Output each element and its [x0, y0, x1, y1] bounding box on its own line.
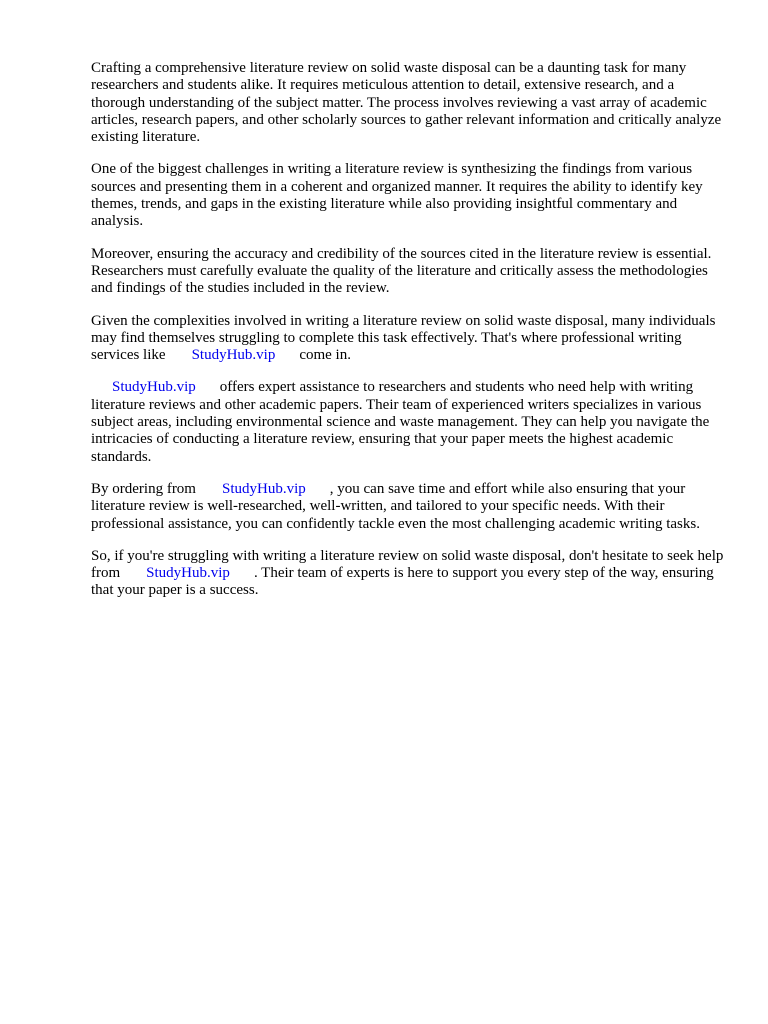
studyhub-link[interactable]: StudyHub.vip	[146, 565, 230, 582]
studyhub-link[interactable]: StudyHub.vip	[191, 347, 276, 364]
paragraph-complexities-tail: come in.	[299, 347, 351, 364]
paragraph-complexities-text: Given the complexities involved in writing a literature review on solid waste disposal, many individuals may find themselves struggling to complete this task effectively. That's where professional writing services like	[91, 312, 716, 364]
paragraph-offers	[91, 379, 727, 465]
paragraph-intro: Crafting a comprehensive literature review on solid waste disposal can be a daunting task for many researchers and students alike. It requires meticulous attention to detail, extensive research, and a thorough understanding of the subject matter. The process involves reviewing a vast array of academic articles, research papers, and other scholarly sources to gather relevant information and critically analyze existing literature.	[91, 60, 722, 146]
paragraph-challenges: One of the biggest challenges in writing a literature review is synthesizing the findings from various sources and presenting them in a coherent and organized manner. It requires the ability to identify key themes, trends, and gaps in the existing literature while also providing insightful commentary and analysis.	[91, 161, 703, 230]
paragraph-ordering-text: , you can save time and effort while also ensuring that your literature review is well-researched, well-written, and tailored to your specific needs. With their professional assistance, you can confidently tackle even the most challenging academic writing tasks.	[91, 480, 700, 532]
paragraph-complexities	[91, 313, 727, 365]
studyhub-link[interactable]: StudyHub.vip	[221, 480, 306, 497]
paragraph-offers-text: offers expert assistance to researchers and students who need help with writing literature reviews and other academic papers. Their team of experienced writers specializes in various subject areas, including environmental science and waste management. They can help you navigate the intricacies of conducting a literature review, ensuring that your paper meets the highest academic standards.	[91, 379, 710, 465]
paragraph-accuracy: Moreover, ensuring the accuracy and credibility of the sources cited in the literature review is essential. Researchers must carefully evaluate the quality of the literature and critically assess the methodologies and findings of the studies included in the review.	[91, 245, 712, 297]
studyhub-link[interactable]: StudyHub.vip	[112, 379, 196, 396]
paragraph-closing-text: . Their team of experts is here to support you every step of the way, ensuring that your paper is a success.	[91, 565, 714, 599]
document-body	[91, 60, 727, 615]
paragraph-closing	[91, 548, 727, 600]
paragraph-closing-lead: So, if you're struggling with writing a literature review on solid waste disposal, don't hesitate to seek help from	[91, 547, 724, 582]
paragraph-ordering	[91, 481, 727, 533]
paragraph-ordering-lead: By ordering from	[91, 480, 196, 497]
